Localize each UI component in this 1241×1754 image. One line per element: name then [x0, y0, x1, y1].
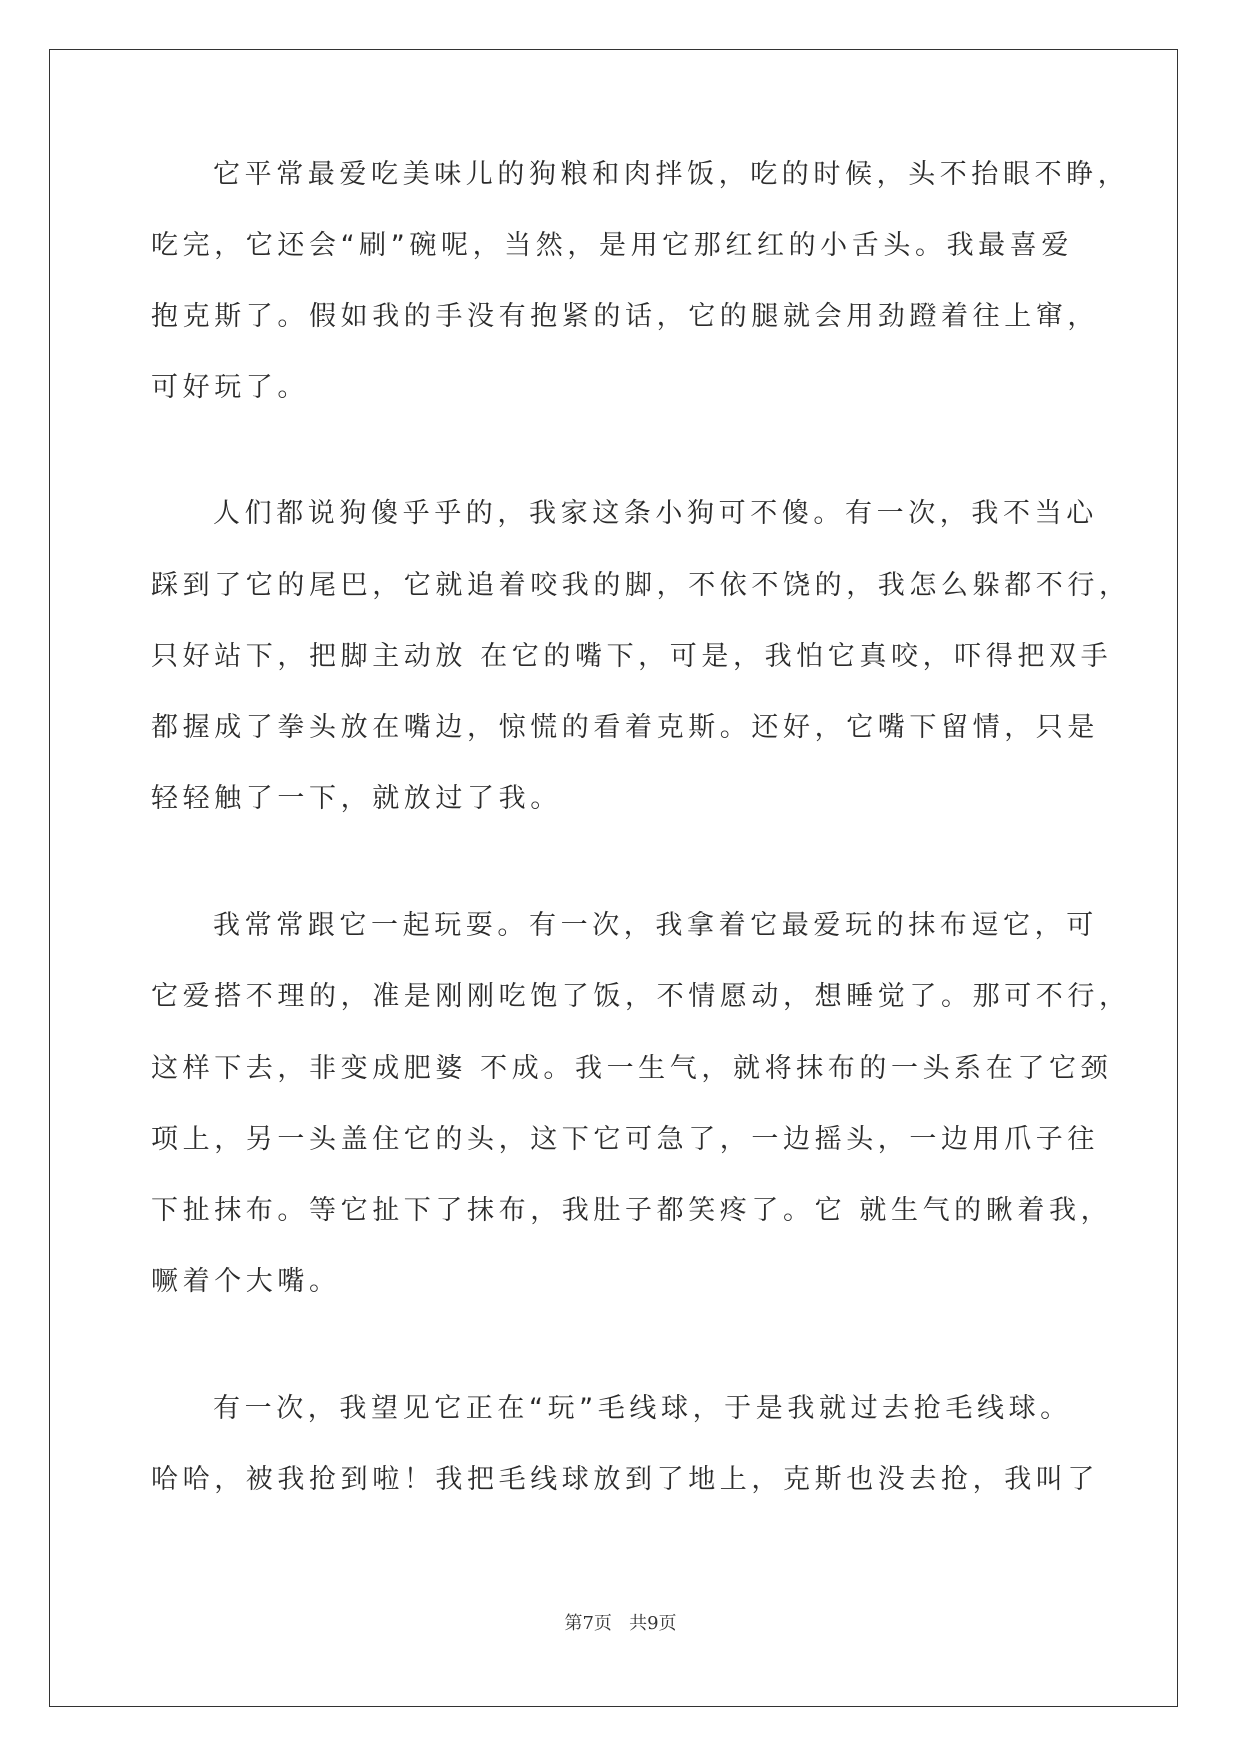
paragraph-line: 有一次，我望见它正在“玩”毛线球，于是我就过去抢毛线球。	[213, 1393, 1072, 1424]
paragraph-line: 吃完，它还会“刷”碗呢，当然，是用它那红红的小舌头。我最喜爱	[151, 230, 1073, 261]
page-footer	[0, 1609, 1241, 1635]
paragraph-line: 踩到了它的尾巴，它就追着咬我的脚，不依不饶的，我怎么躲都不行，	[151, 570, 1131, 601]
paragraph-line: 这样下去，非变成肥婆 不成。我一生气，就将抹布的一头系在了它颈	[151, 1053, 1113, 1084]
paragraph-line: 哈哈，被我抢到啦！我把毛线球放到了地上，克斯也没去抢，我叫了	[151, 1464, 1099, 1495]
page-number: 第7页	[564, 1613, 612, 1634]
paragraph-line: 抱克斯了。假如我的手没有抱紧的话，它的腿就会用劲蹬着往上窜，	[151, 301, 1099, 332]
paragraph-line: 它平常最爱吃美味儿的狗粮和肉拌饭，吃的时候，头不抬眼不睁，	[213, 159, 1130, 190]
paragraph-line: 都握成了拳头放在嘴边，惊慌的看着克斯。还好，它嘴下留情，只是	[151, 712, 1099, 743]
page-total: 共9页	[629, 1613, 677, 1634]
paragraph-line: 噘着个大嘴。	[151, 1266, 341, 1297]
paragraph-line: 项上，另一头盖住它的头，这下它可急了，一边摇头，一边用爪子往	[151, 1124, 1099, 1155]
paragraph-line: 轻轻触了一下，就放过了我。	[151, 783, 562, 814]
paragraph-line: 人们都说狗傻乎乎的，我家这条小狗可不傻。有一次，我不当心	[213, 498, 1098, 529]
paragraph-line: 下扯抹布。等它扯下了抹布，我肚子都笑疼了。它 就生气的瞅着我，	[151, 1195, 1113, 1226]
paragraph-line: 可好玩了。	[151, 372, 309, 403]
paragraph-line: 我常常跟它一起玩耍。有一次，我拿着它最爱玩的抹布逗它，可	[213, 910, 1098, 941]
paragraph-line: 它爱搭不理的，准是刚刚吃饱了饭，不情愿动，想睡觉了。那可不行，	[151, 981, 1131, 1012]
paragraph-line: 只好站下，把脚主动放 在它的嘴下，可是，我怕它真咬，吓得把双手	[151, 641, 1113, 672]
